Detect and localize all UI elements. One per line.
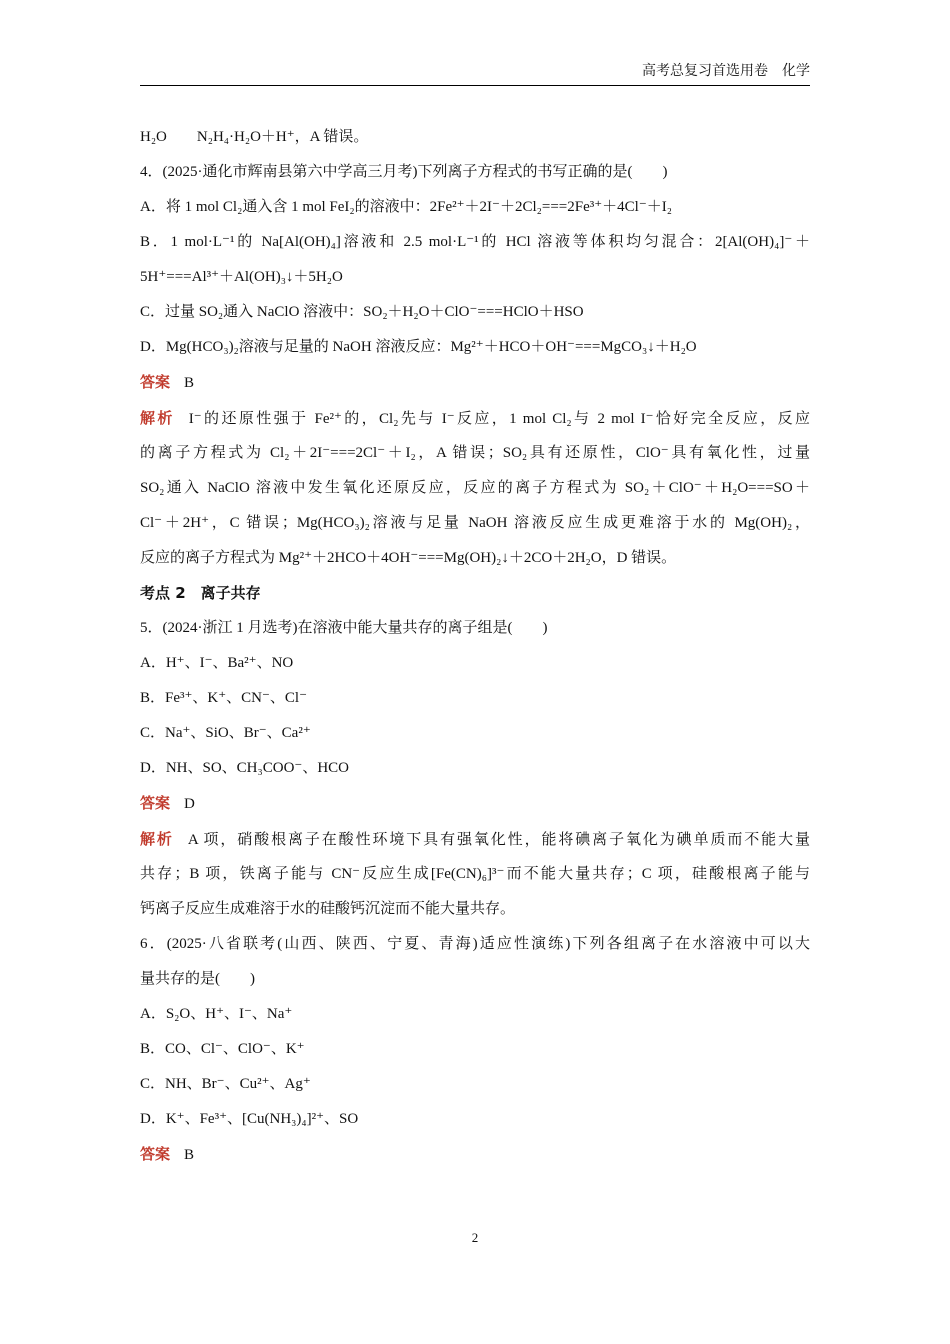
line-text: A 项，硝酸根离子在酸性环境下具有强氧化性，能将碘离子氧化为碘单质而不能大量	[187, 832, 810, 848]
line-text: C．过量 SO₂通入 NaClO 溶液中：SO₂＋H₂O＋ClO⁻===HClO＋HSO	[140, 304, 584, 320]
line-text: D．Mg(HCO₃)₂溶液与足量的 NaOH 溶液反应：Mg²⁺＋HCO＋OH⁻===MgCO₃↓＋H₂O	[140, 339, 697, 355]
text-line	[140, 892, 810, 927]
line-text: 钙离子反应生成难溶于水的硅酸钙沉淀而不能大量共存。	[140, 901, 516, 917]
text-line	[140, 716, 810, 751]
line-text: 共存；B 项，铁离子能与 CN⁻反应生成[Fe(CN)₆]³⁻而不能大量共存；C 项，硅酸根离子能与	[140, 866, 810, 882]
text-line	[140, 1102, 810, 1137]
text-line	[140, 751, 810, 786]
line-text: 4．(2025·通化市辉南县第六中学高三月考)下列离子方程式的书写正确的是( )	[140, 164, 668, 180]
line-text: B	[184, 375, 195, 391]
page-footer	[0, 1230, 950, 1246]
labeled-line	[140, 822, 810, 857]
line-text: Cl⁻＋2H⁺，C 错误；Mg(HCO₃)₂溶液与足量 NaOH 溶液反应生成更难溶于水的 Mg(OH)₂，	[140, 515, 810, 531]
line-text: SO₂通入 NaClO 溶液中发生氧化还原反应，反应的离子方程式为 SO₂＋ClO⁻＋H₂O===SO＋	[140, 480, 810, 496]
text-line	[140, 962, 810, 997]
text-line	[140, 1067, 810, 1102]
text-line	[140, 646, 810, 681]
document-body	[140, 120, 810, 1173]
text-line	[140, 506, 810, 541]
labeled-line	[140, 786, 810, 822]
text-line	[140, 611, 810, 646]
line-text: 5H⁺===Al³⁺＋Al(OH)₃↓＋5H₂O	[140, 269, 343, 285]
answer-label: 答案	[140, 794, 171, 812]
text-line	[140, 190, 810, 225]
header-text: 高考总复习首选用卷 化学	[642, 64, 810, 79]
labeled-line	[140, 365, 810, 401]
text-line	[140, 1032, 810, 1067]
text-line	[140, 260, 810, 295]
line-text: 考点 2 离子共存	[140, 584, 261, 602]
answer-label: 答案	[140, 373, 171, 391]
line-text: C．Na⁺、SiO、Br⁻、Ca²⁺	[140, 725, 311, 741]
text-line	[140, 436, 810, 471]
text-line	[140, 997, 810, 1032]
line-text: H₂O N₂H₄·H₂O＋H⁺，A 错误。	[140, 129, 369, 145]
line-text: D．NH、SO、CH₃COO⁻、HCO	[140, 760, 349, 776]
labeled-line	[140, 401, 810, 436]
line-text: B．CO、Cl⁻、ClO⁻、K⁺	[140, 1041, 305, 1057]
line-text: A．H⁺、I⁻、Ba²⁺、NO	[140, 655, 294, 671]
line-text: 反应的离子方程式为 Mg²⁺＋2HCO＋4OH⁻===Mg(OH)₂↓＋2CO＋2H₂O，D 错误。	[140, 550, 677, 566]
analysis-label: 解析	[140, 409, 175, 427]
line-text: B．1 mol·L⁻¹的 Na[Al(OH)₄]溶液和 2.5 mol·L⁻¹的 HCl 溶液等体积均匀混合：2[Al(OH)₄]⁻＋	[140, 234, 810, 250]
text-line	[140, 471, 810, 506]
text-line	[140, 225, 810, 260]
text-line	[140, 541, 810, 576]
line-text: B	[184, 1147, 195, 1163]
analysis-label: 解析	[140, 830, 174, 848]
line-text: 5．(2024·浙江 1 月选考)在溶液中能大量共存的离子组是( )	[140, 620, 548, 636]
labeled-line	[140, 1137, 810, 1173]
text-line	[140, 295, 810, 330]
text-line	[140, 927, 810, 962]
line-text: A．S₂O、H⁺、I⁻、Na⁺	[140, 1006, 293, 1022]
section-heading	[140, 576, 810, 611]
page-number: 2	[471, 1230, 479, 1245]
text-line	[140, 857, 810, 892]
line-text: D．K⁺、Fe³⁺、[Cu(NH₃)₄]²⁺、SO	[140, 1111, 359, 1127]
text-line	[140, 120, 810, 155]
line-text: D	[184, 796, 195, 812]
line-text: 量共存的是( )	[140, 971, 255, 987]
text-line	[140, 681, 810, 716]
page-header	[140, 62, 810, 86]
text-line	[140, 330, 810, 365]
line-text: C．NH、Br⁻、Cu²⁺、Ag⁺	[140, 1076, 311, 1092]
answer-label: 答案	[140, 1145, 171, 1163]
line-text: 6．(2025·八省联考(山西、陕西、宁夏、青海)适应性演练)下列各组离子在水溶液中可以大	[140, 936, 810, 952]
line-text: B．Fe³⁺、K⁺、CN⁻、Cl⁻	[140, 690, 308, 706]
text-line	[140, 155, 810, 190]
line-text: 的离子方程式为 Cl₂＋2I⁻===2Cl⁻＋I₂，A 错误；SO₂具有还原性，ClO⁻具有氧化性，过量	[140, 445, 810, 461]
line-text: I⁻的还原性强于 Fe²⁺的，Cl₂先与 I⁻反应，1 mol Cl₂与 2 mol I⁻恰好完全反应，反应	[188, 411, 810, 427]
line-text: A．将 1 mol Cl₂通入含 1 mol FeI₂的溶液中：2Fe²⁺＋2I⁻＋2Cl₂===2Fe³⁺＋4Cl⁻＋I₂	[140, 199, 672, 215]
